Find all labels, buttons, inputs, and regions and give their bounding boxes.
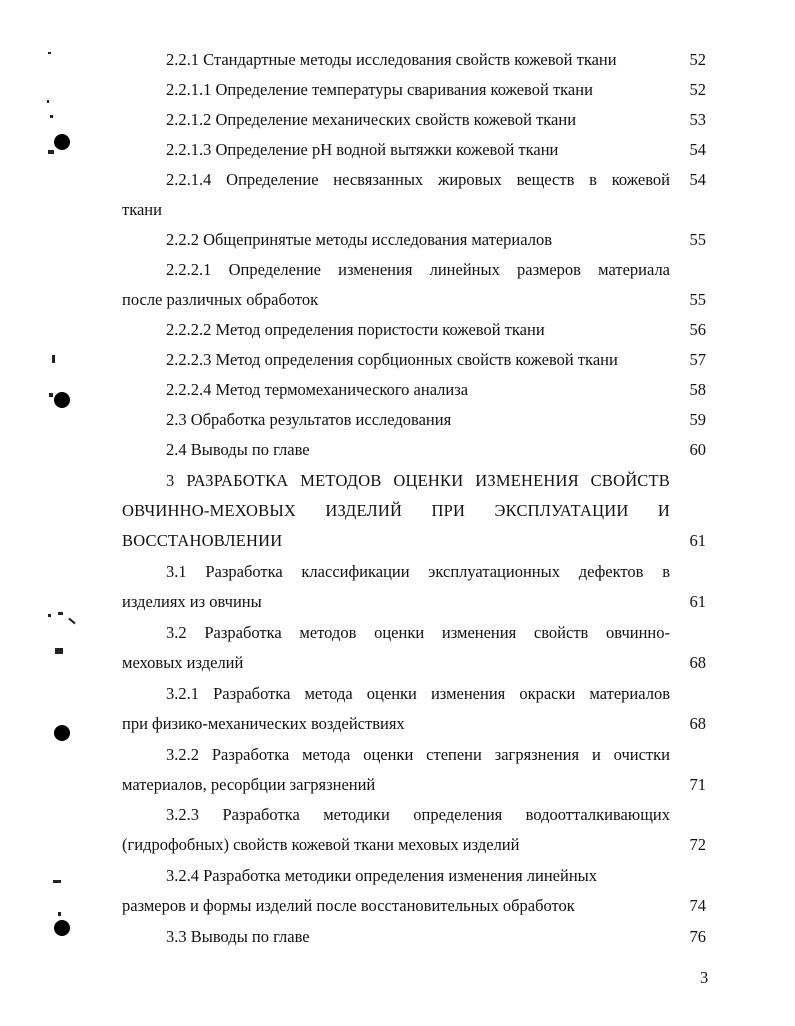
toc-entry-title-line1: 3.2.4 Разработка методики определения изменения линейных bbox=[166, 866, 598, 885]
toc-entry-title-line2: после различных обработок bbox=[122, 290, 319, 309]
punch-hole-1 bbox=[54, 134, 70, 150]
scan-speck bbox=[58, 612, 63, 615]
punch-hole-2 bbox=[54, 392, 70, 408]
toc-chapter-title-line3: ВОССТАНОВЛЕНИИ bbox=[122, 531, 283, 550]
toc-entry-title: 3.3 Выводы по главе bbox=[166, 927, 310, 946]
toc-entry-title-line2: материалов, ресорбции загрязнений bbox=[122, 775, 376, 794]
scan-speck bbox=[58, 912, 61, 916]
toc-page-number: 54 bbox=[689, 140, 706, 159]
toc-entry-title-line1: 3.1 Разработка классификации эксплуатационных дефектов в bbox=[166, 562, 670, 581]
toc-entry-title: 2.2.2.3 Метод определения сорбционных свойств кожевой ткани bbox=[166, 350, 618, 369]
toc-chapter-title-line2: ОВЧИННО-МЕХОВЫХ ИЗДЕЛИЙ ПРИ ЭКСПЛУАТАЦИИ И bbox=[122, 501, 670, 520]
toc-entry-title: 2.2.1.1 Определение температуры сваривания кожевой ткани bbox=[166, 80, 593, 99]
toc-entry-title-line2: ткани bbox=[122, 200, 162, 219]
toc-page-number: 55 bbox=[689, 290, 706, 309]
toc-page-number: 58 bbox=[689, 380, 706, 399]
punch-hole-3 bbox=[54, 725, 70, 741]
toc-page-number: 61 bbox=[689, 531, 706, 550]
page-number: 3 bbox=[700, 968, 709, 987]
toc-page-number: 60 bbox=[689, 440, 706, 459]
toc-page-number: 61 bbox=[689, 592, 706, 611]
toc-entry-title-line1: 2.2.1.4 Определение несвязанных жировых веществ в кожевой bbox=[166, 170, 670, 189]
scan-speck bbox=[48, 614, 51, 617]
toc-page-number: 68 bbox=[689, 714, 706, 733]
toc-page-number: 72 bbox=[689, 835, 706, 854]
toc-chapter-title-line1: 3 РАЗРАБОТКА МЕТОДОВ ОЦЕНКИ ИЗМЕНЕНИЯ СВОЙСТВ bbox=[166, 471, 670, 490]
toc-entry-title: 2.2.1 Стандартные методы исследования свойств кожевой ткани bbox=[166, 50, 617, 69]
toc-entry-title-line1: 3.2.2 Разработка метода оценки степени загрязнения и очистки bbox=[166, 745, 670, 764]
toc-page-number: 71 bbox=[689, 775, 706, 794]
toc-entry-title-line1: 3.2.1 Разработка метода оценки изменения окраски материалов bbox=[166, 684, 670, 703]
toc-entry-title: 2.4 Выводы по главе bbox=[166, 440, 310, 459]
scan-speck bbox=[47, 100, 49, 103]
scan-speck bbox=[49, 393, 53, 397]
toc-page-number: 74 bbox=[689, 896, 706, 915]
toc-page-number: 55 bbox=[689, 230, 706, 249]
toc-entry-title-line2: при физико-механических воздействиях bbox=[122, 714, 405, 733]
toc-page-number: 56 bbox=[689, 320, 706, 339]
toc-entry-title: 2.2.2.4 Метод термомеханического анализа bbox=[166, 380, 469, 399]
scan-speck bbox=[55, 648, 63, 654]
toc-page-number: 54 bbox=[689, 170, 706, 189]
toc-page-number: 68 bbox=[689, 653, 706, 672]
toc-entry-title: 2.2.1.2 Определение механических свойств кожевой ткани bbox=[166, 110, 577, 129]
toc-entry-title-line1: 2.2.2.1 Определение изменения линейных размеров материала bbox=[166, 260, 670, 279]
toc-entry-title-line2: меховых изделий bbox=[122, 653, 244, 672]
scan-speck bbox=[53, 880, 61, 883]
toc-page-number: 57 bbox=[689, 350, 706, 369]
punch-hole-4 bbox=[54, 920, 70, 936]
toc-entry-title: 2.2.1.3 Определение pH водной вытяжки кожевой ткани bbox=[166, 140, 559, 159]
toc-page-number: 76 bbox=[689, 927, 706, 946]
toc-entry-title-line2: изделиях из овчины bbox=[122, 592, 262, 611]
toc-entry-title-line2: (гидрофобных) свойств кожевой ткани меховых изделий bbox=[122, 835, 520, 854]
toc-page-number: 53 bbox=[689, 110, 706, 129]
scan-speck bbox=[52, 355, 55, 363]
toc-entry-title-line1: 3.2.3 Разработка методики определения водоотталкивающих bbox=[166, 805, 670, 824]
toc-entry-title-line1: 3.2 Разработка методов оценки изменения свойств овчинно- bbox=[166, 623, 670, 642]
toc-entry-title-line2: размеров и формы изделий после восстановительных обработок bbox=[122, 896, 575, 915]
scan-speck bbox=[48, 150, 54, 154]
scan-speck bbox=[68, 618, 75, 625]
toc-page-number: 59 bbox=[689, 410, 706, 429]
scan-speck bbox=[48, 52, 51, 54]
scan-speck bbox=[50, 115, 53, 118]
toc-page-number: 52 bbox=[689, 50, 706, 69]
toc-entry-title: 2.2.2 Общепринятые методы исследования материалов bbox=[166, 230, 552, 249]
toc-page-number: 52 bbox=[689, 80, 706, 99]
toc-entry-title: 2.2.2.2 Метод определения пористости кожевой ткани bbox=[166, 320, 545, 339]
toc-entry-title: 2.3 Обработка результатов исследования bbox=[166, 410, 452, 429]
